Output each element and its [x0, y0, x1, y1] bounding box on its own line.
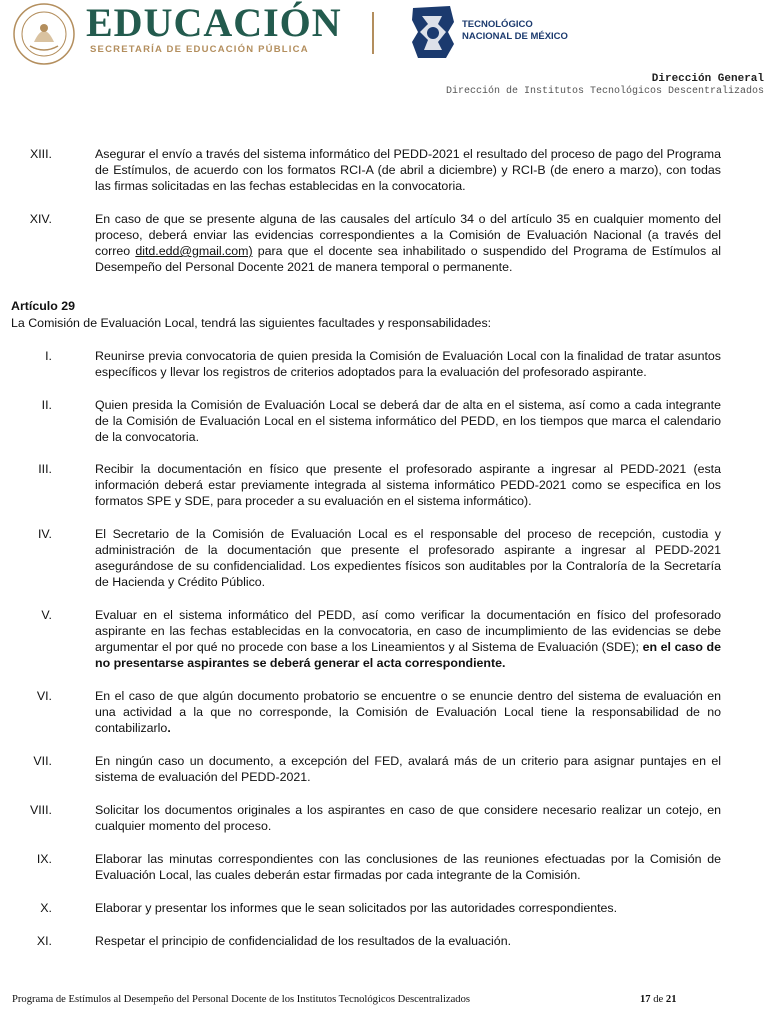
item-number: XI. [36, 934, 52, 948]
current-page: 17 [640, 994, 651, 1005]
item-text: Recibir la documentación en físico que presente el profesorado aspirante a ingresar al PEDD-2021 (esta información deberá estar previamente integrada al sistema informático PEDD-2021 como se especifica en los formatos SPE y SDE, para proceder a su evaluación en el sistema informático). [95, 462, 721, 508]
item-number: VII. [33, 754, 52, 768]
item-text: Respetar el principio de confidencialidad de los resultados de la evaluación. [95, 934, 512, 948]
item-number: XIII. [29, 147, 52, 161]
article-intro: La Comisión de Evaluación Local, tendrá las siguientes facultades y responsabilidades: [11, 316, 492, 330]
tecnm-logo-icon [408, 2, 458, 62]
mexico-seal-icon [12, 2, 76, 66]
item-text: Solicitar los documentos originales a los aspirantes en caso de que considere necesario realizar un cotejo, en cualquier momento del proceso. [95, 803, 721, 833]
total-pages: 21 [665, 994, 677, 1005]
page-of: de [653, 994, 664, 1005]
item-text: Reunirse previa convocatoria de quien presida la Comisión de Evaluación Local con la finalidad de tratar asuntos específicos y llevar los registros de criterios adoptados para la evaluación del profesorado aspirante. [95, 349, 721, 379]
item-number: I. [45, 349, 52, 363]
item-text: Quien presida la Comisión de Evaluación Local se deberá dar de alta en el sistema, así como a cada integrante de la Comisión de Evaluación Local en el sistema informático del PEDD, en los tiempos que marca el calendario de la convocatoria. [95, 398, 721, 444]
page-header [0, 0, 774, 97]
direccion-institutos: Dirección de Institutos Tecnológicos Descentralizados [445, 86, 764, 97]
item-text [95, 211, 721, 275]
item-text: Asegurar el envío a través del sistema informático del PEDD-2021 el resultado del proceso de pago del Programa de Estímulos, de acuerdo con los formatos RCI-A (de abril a diciembre) y RCI-B (de enero a marzo), con todas las firmas solicitadas en las fechas establecidas en la convocatoria. [95, 147, 721, 193]
edu-subtitle: SECRETARÍA DE EDUCACIÓN PÚBLICA [90, 44, 309, 55]
direccion-general: Dirección General [651, 73, 764, 85]
tecnm-line-2: NACIONAL DE MÉXICO [462, 31, 568, 42]
tecnm-line-1: TECNOLÓGICO [462, 19, 533, 30]
item-number: X. [40, 901, 52, 915]
item-text-bold: . [167, 721, 171, 735]
tecnm-name [462, 19, 568, 43]
item-number: III. [38, 462, 52, 476]
edu-title: EDUCACIÓN [86, 0, 342, 45]
item-text [95, 607, 721, 671]
item-number: VI. [36, 689, 52, 703]
page-number [640, 994, 677, 1005]
item-text: Elaborar y presentar los informes que le sean solicitados por las autoridades correspondientes. [95, 901, 618, 915]
item-text: En ningún caso un documento, a excepción del FED, avalará más de un criterio para asignar puntajes en el sistema de evaluación del PEDD-2021. [95, 754, 721, 784]
item-number: V. [41, 608, 52, 622]
item-text-start: En caso de que se presente alguna de las causales del artículo 34 o del artículo 35 en cualquier momento del proceso, deberá enviar las evidencias correspondientes a la Comisión de Evaluación Nacional (a través del correo [95, 212, 721, 258]
item-number: VIII. [29, 803, 52, 817]
item-number: II. [41, 398, 52, 412]
item-text: El Secretario de la Comisión de Evaluación Local es el responsable del proceso de recepción, custodia y administración de la documentación que presente el profesorado aspirante a ingresar al PEDD-2021 asegurándose de su confidencialidad. Los expedientes físicos son auditables por la Contraloría de la Secretaría de Hacienda y Crédito Público. [95, 527, 721, 589]
item-number: XIV. [29, 212, 52, 226]
header-divider [372, 12, 374, 54]
item-text: Elaborar las minutas correspondientes con las conclusiones de las reuniones efectuadas por la Comisión de Evaluación Local, las cuales deberán estar firmadas por cada integrante de la Comisión. [95, 852, 721, 882]
item-text-bold: en el caso de no presentarse aspirantes se deberá generar el acta correspondiente. [95, 640, 721, 670]
item-number: IX. [36, 852, 52, 866]
item-text [95, 688, 721, 736]
email-link[interactable]: ditd.edd@gmail.com) [135, 244, 253, 258]
article-title: Artículo 29 [11, 299, 76, 313]
item-text-normal: En el caso de que algún documento probatorio se encuentre o se enuncie dentro del sistema de evaluación en una actividad a la que no corresponde, la Comisión de Evaluación Local tiene la responsabilidad de no contabilizarlo [95, 689, 721, 735]
page-footer: Programa de Estímulos al Desempeño del Personal Docente de los Institutos Tecnológicos Descentralizados [12, 994, 471, 1005]
item-text-normal: Evaluar en el sistema informático del PEDD, así como verificar la documentación en físico del profesorado aspirante en las fechas establecidas en la convocatoria, en caso de incumplimiento de las evidencias se debe argumentar el por qué no procede con base a los Lineamientos y al Sistema de Evaluación (SDE); [95, 608, 721, 654]
item-text-end: para que el docente sea inhabilitado o suspendido del Programa de Estímulos al Desempeño del Personal Docente 2021 de manera temporal o permanente. [95, 244, 721, 274]
item-number: IV. [37, 527, 52, 541]
